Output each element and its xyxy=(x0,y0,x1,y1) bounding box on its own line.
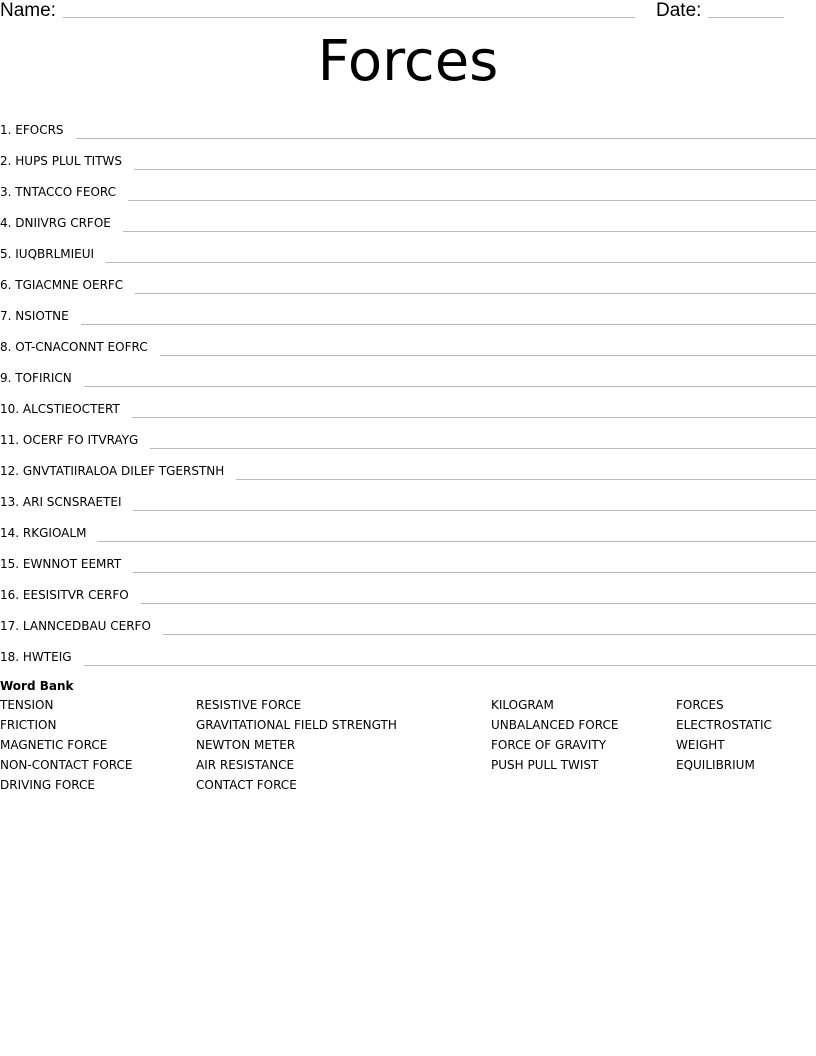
scrambled-word: 5. IUQBRLMIEUI xyxy=(0,247,95,261)
scrambled-word: 15. EWNNOT EEMRT xyxy=(0,557,122,571)
word-bank-item: NON-CONTACT FORCE xyxy=(0,758,133,772)
scrambled-word: 18. HWTEIG xyxy=(0,650,72,664)
word-bank-grid xyxy=(0,695,816,795)
answer-line[interactable] xyxy=(76,138,816,139)
question-row xyxy=(0,388,816,419)
scrambled-word: 17. LANNCEDBAU CERFO xyxy=(0,619,151,633)
question-row xyxy=(0,419,816,450)
question-row xyxy=(0,109,816,140)
scrambled-word: 1. EFOCRS xyxy=(0,123,64,137)
scrambled-word: 14. RKGIOALM xyxy=(0,526,87,540)
word-bank-item: FORCES xyxy=(676,698,724,712)
word-bank-item: RESISTIVE FORCE xyxy=(196,698,302,712)
answer-line[interactable] xyxy=(133,510,816,511)
word-bank-item: ELECTROSTATIC xyxy=(676,718,772,732)
scrambled-word: 9. TOFIRICN xyxy=(0,371,72,385)
word-bank-item: WEIGHT xyxy=(676,738,725,752)
answer-line[interactable] xyxy=(84,665,816,666)
question-row xyxy=(0,357,816,388)
name-line[interactable] xyxy=(63,17,635,18)
word-bank-column xyxy=(676,695,816,795)
name-date-header xyxy=(0,0,816,22)
word-bank-item: KILOGRAM xyxy=(491,698,554,712)
question-row xyxy=(0,512,816,543)
answer-line[interactable] xyxy=(81,324,816,325)
scrambled-word: 6. TGIACMNE OERFC xyxy=(0,278,124,292)
answer-line[interactable] xyxy=(150,448,816,449)
word-bank-item: NEWTON METER xyxy=(196,738,296,752)
question-list xyxy=(0,109,816,667)
page-title: Forces xyxy=(317,29,499,94)
word-bank-item: CONTACT FORCE xyxy=(196,778,297,792)
scrambled-word: 7. NSIOTNE xyxy=(0,309,69,323)
word-bank-item: FRICTION xyxy=(0,718,57,732)
scrambled-word: 12. GNVTATIIRALOA DILEF TGERSTNH xyxy=(0,464,225,478)
scrambled-word: 11. OCERF FO ITVRAYG xyxy=(0,433,139,447)
answer-line[interactable] xyxy=(128,200,816,201)
question-row xyxy=(0,202,816,233)
answer-line[interactable] xyxy=(134,169,816,170)
word-bank-item: GRAVITATIONAL FIELD STRENGTH xyxy=(196,718,397,732)
question-row xyxy=(0,233,816,264)
word-bank-item: DRIVING FORCE xyxy=(0,778,96,792)
question-row xyxy=(0,326,816,357)
question-row xyxy=(0,636,816,667)
scrambled-word: 2. HUPS PLUL TITWS xyxy=(0,154,123,168)
question-row xyxy=(0,140,816,171)
question-row xyxy=(0,171,816,202)
question-row xyxy=(0,605,816,636)
word-bank-item: FORCE OF GRAVITY xyxy=(491,738,607,752)
scrambled-word: 16. EESISITVR CERFO xyxy=(0,588,129,602)
answer-line[interactable] xyxy=(106,262,816,263)
word-bank-column xyxy=(491,695,676,795)
word-bank-column xyxy=(196,695,491,795)
answer-line[interactable] xyxy=(132,417,816,418)
date-line[interactable] xyxy=(708,17,784,18)
answer-line[interactable] xyxy=(84,386,816,387)
name-label: Name: xyxy=(0,0,56,21)
answer-line[interactable] xyxy=(133,572,816,573)
scrambled-word: 4. DNIIVRG CRFOE xyxy=(0,216,111,230)
answer-line[interactable] xyxy=(135,293,816,294)
answer-line[interactable] xyxy=(123,231,816,232)
scrambled-word: 8. OT-CNACONNT EOFRC xyxy=(0,340,148,354)
word-bank xyxy=(0,677,816,795)
scrambled-word: 13. ARI SCNSRAETEI xyxy=(0,495,122,509)
answer-line[interactable] xyxy=(163,634,816,635)
date-label: Date: xyxy=(656,0,702,21)
word-bank-item: EQUILIBRIUM xyxy=(676,758,755,772)
answer-line[interactable] xyxy=(236,479,816,480)
scrambled-word: 3. TNTACCO FEORC xyxy=(0,185,117,199)
answer-line[interactable] xyxy=(98,541,816,542)
question-row xyxy=(0,295,816,326)
word-bank-item: PUSH PULL TWIST xyxy=(491,758,599,772)
word-bank-item: TENSION xyxy=(0,698,54,712)
word-bank-item: AIR RESISTANCE xyxy=(196,758,295,772)
question-row xyxy=(0,543,816,574)
question-row xyxy=(0,481,816,512)
scrambled-word: 10. ALCSTIEOCTERT xyxy=(0,402,120,416)
answer-line[interactable] xyxy=(160,355,816,356)
answer-line[interactable] xyxy=(141,603,816,604)
word-bank-item: UNBALANCED FORCE xyxy=(491,718,619,732)
question-row xyxy=(0,264,816,295)
word-bank-item: MAGNETIC FORCE xyxy=(0,738,108,752)
word-bank-title: Word Bank xyxy=(0,679,74,693)
word-bank-column xyxy=(0,695,196,795)
question-row xyxy=(0,450,816,481)
question-row xyxy=(0,574,816,605)
